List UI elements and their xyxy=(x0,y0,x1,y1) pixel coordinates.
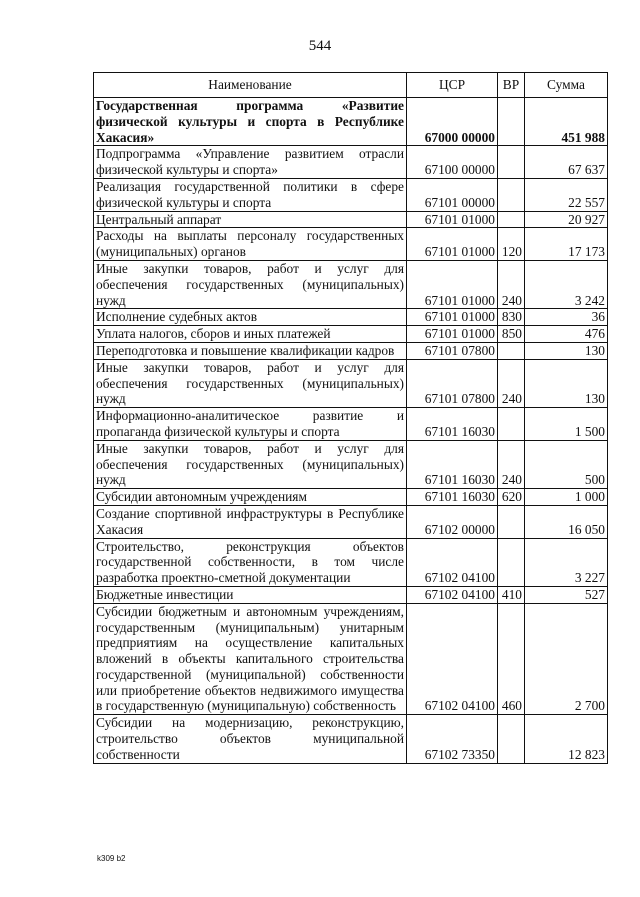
row-sum: 12 823 xyxy=(525,715,608,763)
row-vr xyxy=(498,538,525,586)
row-sum: 130 xyxy=(525,359,608,407)
row-csr: 67000 00000 xyxy=(407,98,498,146)
row-csr: 67101 16030 xyxy=(407,489,498,506)
row-vr xyxy=(498,408,525,441)
row-sum: 3 227 xyxy=(525,538,608,586)
table-row xyxy=(94,408,608,441)
table-row xyxy=(94,260,608,308)
table-row xyxy=(94,342,608,359)
row-sum: 451 988 xyxy=(525,98,608,146)
row-sum: 36 xyxy=(525,309,608,326)
row-sum: 17 173 xyxy=(525,228,608,261)
row-csr: 67101 01000 xyxy=(407,228,498,261)
row-vr: 410 xyxy=(498,586,525,603)
row-name: Информационно-аналитическое развитие и пропаганда физической культуры и спорта xyxy=(94,408,407,441)
row-csr: 67101 07800 xyxy=(407,359,498,407)
header-vr: ВР xyxy=(498,73,525,98)
row-csr: 67101 16030 xyxy=(407,440,498,488)
header-sum: Сумма xyxy=(525,73,608,98)
row-vr: 830 xyxy=(498,309,525,326)
row-csr: 67102 73350 xyxy=(407,715,498,763)
row-vr xyxy=(498,715,525,763)
row-name: Центральный аппарат xyxy=(94,211,407,228)
row-vr: 460 xyxy=(498,603,525,715)
row-vr xyxy=(498,178,525,211)
table-row xyxy=(94,359,608,407)
footer-code: k309 b2 xyxy=(97,854,126,863)
row-name: Уплата налогов, сборов и иных платежей xyxy=(94,326,407,343)
table-row xyxy=(94,228,608,261)
row-name: Расходы на выплаты персоналу государственных (муниципальных) органов xyxy=(94,228,407,261)
row-csr: 67102 04100 xyxy=(407,586,498,603)
table-row xyxy=(94,440,608,488)
row-sum: 1 000 xyxy=(525,489,608,506)
row-sum: 2 700 xyxy=(525,603,608,715)
table-row xyxy=(94,489,608,506)
row-csr: 67102 00000 xyxy=(407,505,498,538)
row-csr: 67102 04100 xyxy=(407,603,498,715)
row-vr: 240 xyxy=(498,359,525,407)
table-row xyxy=(94,603,608,715)
table-row xyxy=(94,146,608,179)
table-row xyxy=(94,211,608,228)
row-csr: 67101 16030 xyxy=(407,408,498,441)
row-sum: 3 242 xyxy=(525,260,608,308)
row-csr: 67101 07800 xyxy=(407,342,498,359)
row-vr xyxy=(498,211,525,228)
row-name: Бюджетные инвестиции xyxy=(94,586,407,603)
row-name: Государственная программа «Развитие физической культуры и спорта в Республике Хакасия» xyxy=(94,98,407,146)
row-vr xyxy=(498,505,525,538)
table-row xyxy=(94,538,608,586)
row-sum: 476 xyxy=(525,326,608,343)
row-csr: 67100 00000 xyxy=(407,146,498,179)
table-row xyxy=(94,586,608,603)
row-csr: 67101 01000 xyxy=(407,211,498,228)
row-csr: 67101 01000 xyxy=(407,326,498,343)
row-vr: 240 xyxy=(498,260,525,308)
table-row xyxy=(94,178,608,211)
row-name: Иные закупки товаров, работ и услуг для обеспечения государственных (муниципальных) нужд xyxy=(94,260,407,308)
row-csr: 67101 00000 xyxy=(407,178,498,211)
table-row xyxy=(94,505,608,538)
row-sum: 500 xyxy=(525,440,608,488)
row-name: Субсидии на модернизацию, реконструкцию, строительство объектов муниципальной собственности xyxy=(94,715,407,763)
row-vr: 620 xyxy=(498,489,525,506)
row-name: Реализация государственной политики в сфере физической культуры и спорта xyxy=(94,178,407,211)
row-name: Создание спортивной инфраструктуры в Республике Хакасия xyxy=(94,505,407,538)
row-name: Строительство, реконструкция объектов государственной собственности, в том числе разработка проектно-сметной документации xyxy=(94,538,407,586)
header-name: Наименование xyxy=(94,73,407,98)
row-name: Переподготовка и повышение квалификации кадров xyxy=(94,342,407,359)
row-sum: 527 xyxy=(525,586,608,603)
table-row xyxy=(94,98,608,146)
row-sum: 130 xyxy=(525,342,608,359)
row-name: Иные закупки товаров, работ и услуг для обеспечения государственных (муниципальных) нужд xyxy=(94,440,407,488)
table-row xyxy=(94,715,608,763)
table-body xyxy=(94,98,608,764)
row-sum: 1 500 xyxy=(525,408,608,441)
table-row xyxy=(94,309,608,326)
row-name: Субсидии автономным учреждениям xyxy=(94,489,407,506)
row-csr: 67102 04100 xyxy=(407,538,498,586)
row-vr: 120 xyxy=(498,228,525,261)
row-vr xyxy=(498,342,525,359)
row-name: Иные закупки товаров, работ и услуг для обеспечения государственных (муниципальных) нужд xyxy=(94,359,407,407)
row-sum: 16 050 xyxy=(525,505,608,538)
row-vr: 240 xyxy=(498,440,525,488)
page-number: 544 xyxy=(308,38,332,54)
table-header-row xyxy=(94,73,608,98)
row-name: Исполнение судебных актов xyxy=(94,309,407,326)
row-sum: 67 637 xyxy=(525,146,608,179)
row-name: Подпрограмма «Управление развитием отрасли физической культуры и спорта» xyxy=(94,146,407,179)
table-row xyxy=(94,326,608,343)
row-vr xyxy=(498,98,525,146)
row-name: Субсидии бюджетным и автономным учреждениям, государственным (муниципальным) унитарным предприятиям на осуществление капитальных вложений в объекты капитального строительства государственной (муниципальной) собственности или приобретение объектов недвижимого имущества в государственную (муниципальную) собственность xyxy=(94,603,407,715)
row-sum: 22 557 xyxy=(525,178,608,211)
budget-table xyxy=(93,72,608,764)
row-sum: 20 927 xyxy=(525,211,608,228)
row-csr: 67101 01000 xyxy=(407,309,498,326)
row-vr xyxy=(498,146,525,179)
row-vr: 850 xyxy=(498,326,525,343)
header-csr: ЦСР xyxy=(407,73,498,98)
row-csr: 67101 01000 xyxy=(407,260,498,308)
